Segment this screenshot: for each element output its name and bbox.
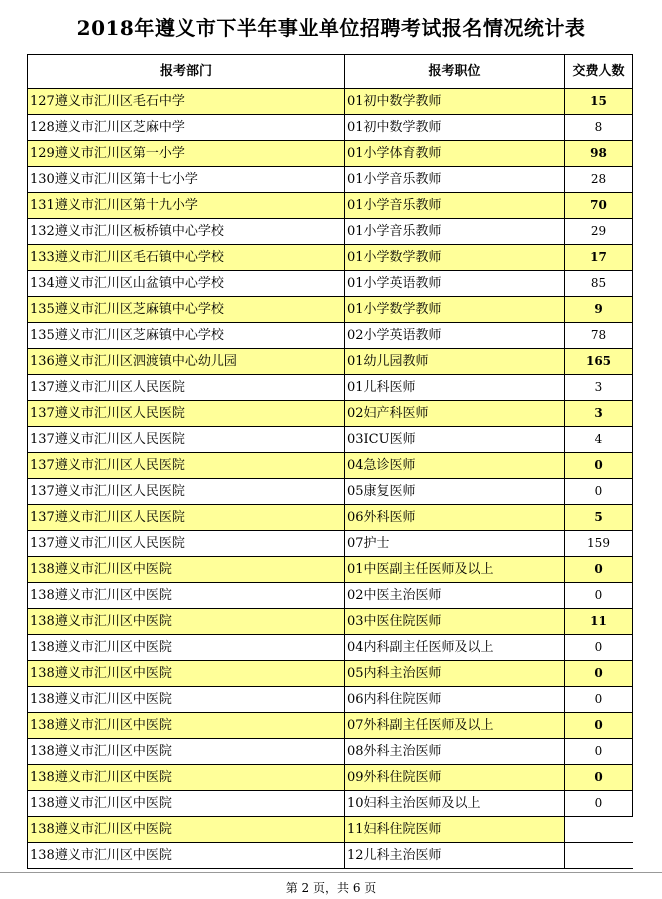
cell-paid-count: 0 — [565, 661, 633, 687]
cell-department: 138遵义市汇川区中医院 — [28, 817, 345, 843]
cell-paid-count: 0 — [565, 479, 633, 505]
cell-position: 05康复医师 — [345, 479, 565, 505]
page-footer: 第 2 页，共 6 页 — [285, 881, 377, 895]
cell-paid-count: 98 — [565, 141, 633, 167]
cell-paid-count: 0 — [565, 765, 633, 791]
cell-position: 01初中数学教师 — [345, 89, 565, 115]
cell-paid-count: 11 — [565, 609, 633, 635]
cell-position: 01小学音乐教师 — [345, 167, 565, 193]
cell-department: 138遵义市汇川区中医院 — [28, 843, 345, 869]
header-position: 报考职位 — [345, 55, 565, 89]
table-row — [28, 661, 633, 687]
cell-position: 02小学英语教师 — [345, 323, 565, 349]
table-row — [28, 193, 633, 219]
table-row — [28, 427, 633, 453]
cell-department: 138遵义市汇川区中医院 — [28, 713, 345, 739]
table-header-row — [28, 55, 633, 89]
cell-position: 07护士 — [345, 531, 565, 557]
cell-department: 137遵义市汇川区人民医院 — [28, 375, 345, 401]
table-row — [28, 687, 633, 713]
cell-department: 138遵义市汇川区中医院 — [28, 765, 345, 791]
cell-department: 128遵义市汇川区芝麻中学 — [28, 115, 345, 141]
cell-position: 01小学体育教师 — [345, 141, 565, 167]
cell-paid-count: 15 — [565, 89, 633, 115]
cell-department: 137遵义市汇川区人民医院 — [28, 479, 345, 505]
cell-department: 132遵义市汇川区板桥镇中心学校 — [28, 219, 345, 245]
cell-position: 06内科住院医师 — [345, 687, 565, 713]
header-paid-count: 交费人数 — [565, 55, 633, 89]
table-row — [28, 401, 633, 427]
cell-paid-count: 70 — [565, 193, 633, 219]
cell-paid-count: 0 — [565, 583, 633, 609]
cell-paid-count: 17 — [565, 245, 633, 271]
cell-department: 137遵义市汇川区人民医院 — [28, 531, 345, 557]
table-row — [28, 817, 633, 843]
cell-position: 01中医副主任医师及以上 — [345, 557, 565, 583]
cell-paid-count: 0 — [565, 791, 633, 817]
header-department: 报考部门 — [28, 55, 345, 89]
cell-paid-count: 5 — [565, 505, 633, 531]
cell-department: 138遵义市汇川区中医院 — [28, 687, 345, 713]
cell-paid-count: 165 — [565, 349, 633, 375]
cell-department: 138遵义市汇川区中医院 — [28, 661, 345, 687]
cell-position: 06外科医师 — [345, 505, 565, 531]
table-row — [28, 739, 633, 765]
cell-paid-count: 0 — [565, 557, 633, 583]
cell-department: 137遵义市汇川区人民医院 — [28, 453, 345, 479]
cell-paid-count: 0 — [565, 687, 633, 713]
cell-department: 138遵义市汇川区中医院 — [28, 583, 345, 609]
cell-paid-count: 3 — [565, 375, 633, 401]
cell-paid-count: 4 — [565, 427, 633, 453]
table-row — [28, 375, 633, 401]
cell-department: 127遵义市汇川区毛石中学 — [28, 89, 345, 115]
cell-position: 08外科主治医师 — [345, 739, 565, 765]
cell-department: 133遵义市汇川区毛石镇中心学校 — [28, 245, 345, 271]
cell-department: 131遵义市汇川区第十九小学 — [28, 193, 345, 219]
table-row — [28, 453, 633, 479]
cell-position: 01小学音乐教师 — [345, 219, 565, 245]
table-row — [28, 89, 633, 115]
cell-department: 134遵义市汇川区山盆镇中心学校 — [28, 271, 345, 297]
table-row — [28, 843, 633, 869]
table-row — [28, 765, 633, 791]
cell-department: 136遵义市汇川区泗渡镇中心幼儿园 — [28, 349, 345, 375]
cell-position: 01小学英语教师 — [345, 271, 565, 297]
table-row — [28, 505, 633, 531]
cell-paid-count — [565, 817, 633, 843]
cell-paid-count: 0 — [565, 713, 633, 739]
cell-position: 01小学数学教师 — [345, 245, 565, 271]
cell-department: 138遵义市汇川区中医院 — [28, 635, 345, 661]
cell-paid-count — [565, 843, 633, 869]
table-row — [28, 297, 633, 323]
cell-department: 138遵义市汇川区中医院 — [28, 739, 345, 765]
table-row — [28, 323, 633, 349]
table-row — [28, 531, 633, 557]
table-row — [28, 479, 633, 505]
footer-divider — [0, 872, 662, 873]
cell-department: 129遵义市汇川区第一小学 — [28, 141, 345, 167]
cell-position: 09外科住院医师 — [345, 765, 565, 791]
table-row — [28, 115, 633, 141]
table-row — [28, 271, 633, 297]
table-row — [28, 245, 633, 271]
table-row — [28, 583, 633, 609]
cell-department: 137遵义市汇川区人民医院 — [28, 401, 345, 427]
cell-position: 05内科主治医师 — [345, 661, 565, 687]
table-row — [28, 713, 633, 739]
cell-position: 01小学音乐教师 — [345, 193, 565, 219]
table-row — [28, 635, 633, 661]
cell-paid-count: 9 — [565, 297, 633, 323]
cell-paid-count: 85 — [565, 271, 633, 297]
cell-department: 138遵义市汇川区中医院 — [28, 557, 345, 583]
cell-paid-count: 0 — [565, 739, 633, 765]
cell-position: 11妇科住院医师 — [345, 817, 565, 843]
cell-paid-count: 29 — [565, 219, 633, 245]
cell-department: 138遵义市汇川区中医院 — [28, 609, 345, 635]
cell-department: 135遵义市汇川区芝麻镇中心学校 — [28, 297, 345, 323]
table-row — [28, 791, 633, 817]
cell-paid-count: 3 — [565, 401, 633, 427]
cell-department: 137遵义市汇川区人民医院 — [28, 427, 345, 453]
table-row — [28, 141, 633, 167]
cell-paid-count: 8 — [565, 115, 633, 141]
page-title: 2018年遵义市下半年事业单位招聘考试报名情况统计表 — [76, 16, 586, 40]
cell-paid-count: 28 — [565, 167, 633, 193]
table-row — [28, 609, 633, 635]
cell-department: 135遵义市汇川区芝麻镇中心学校 — [28, 323, 345, 349]
cell-position: 04急诊医师 — [345, 453, 565, 479]
cell-position: 01幼儿园教师 — [345, 349, 565, 375]
cell-position: 02中医主治医师 — [345, 583, 565, 609]
cell-position: 12儿科主治医师 — [345, 843, 565, 869]
cell-paid-count: 159 — [565, 531, 633, 557]
cell-department: 137遵义市汇川区人民医院 — [28, 505, 345, 531]
table-row — [28, 557, 633, 583]
cell-position: 04内科副主任医师及以上 — [345, 635, 565, 661]
cell-position: 01儿科医师 — [345, 375, 565, 401]
cell-paid-count: 0 — [565, 453, 633, 479]
cell-paid-count: 0 — [565, 635, 633, 661]
cell-position: 01初中数学教师 — [345, 115, 565, 141]
table-row — [28, 167, 633, 193]
cell-position: 01小学数学教师 — [345, 297, 565, 323]
registration-table — [27, 54, 633, 869]
cell-department: 130遵义市汇川区第十七小学 — [28, 167, 345, 193]
table-row — [28, 219, 633, 245]
cell-position: 03中医住院医师 — [345, 609, 565, 635]
table-row — [28, 349, 633, 375]
cell-paid-count: 78 — [565, 323, 633, 349]
cell-position: 07外科副主任医师及以上 — [345, 713, 565, 739]
cell-position: 03ICU医师 — [345, 427, 565, 453]
cell-position: 02妇产科医师 — [345, 401, 565, 427]
cell-position: 10妇科主治医师及以上 — [345, 791, 565, 817]
cell-department: 138遵义市汇川区中医院 — [28, 791, 345, 817]
